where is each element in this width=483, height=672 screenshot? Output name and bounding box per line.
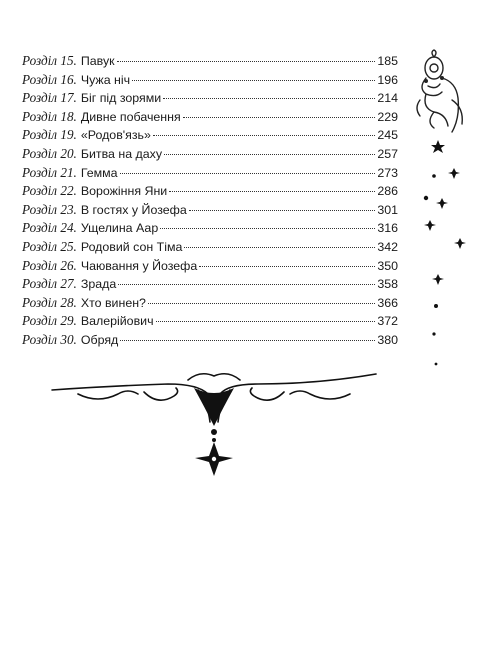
chapter-title: В гостях у Йозефа [80, 202, 187, 217]
chapter-title: Гемма [80, 165, 118, 180]
chapter-label: Розділ 30. [22, 331, 77, 347]
chapter-title: Валерійович [80, 314, 154, 329]
chapter-title: Битва на даху [80, 146, 163, 161]
chapter-label: Розділ 15. [22, 53, 77, 68]
chapter-title: Обряд [80, 332, 119, 347]
dot-leader [163, 98, 375, 99]
chapter-label: Розділ 22. [22, 183, 77, 199]
page-number: 342 [377, 239, 398, 254]
chapter-label: Розділ 18. [22, 108, 77, 124]
chapter-title: «Родов'язь» [80, 128, 151, 143]
chapter-label: Розділ 25. [22, 238, 77, 254]
page-number: 185 [377, 54, 398, 68]
chapter-title: Зрада [80, 277, 117, 292]
dot-leader [118, 284, 375, 285]
toc-entry[interactable] [22, 201, 398, 220]
chapter-title: Ущелина Аар [80, 221, 159, 236]
dot-leader [189, 210, 376, 211]
toc-entry[interactable] [22, 145, 398, 164]
chapter-label: Розділ 23. [22, 201, 77, 217]
toc-entry[interactable] [22, 331, 398, 350]
toc-entry[interactable] [22, 182, 398, 201]
toc-entry[interactable] [22, 164, 398, 183]
toc-entry[interactable] [22, 126, 398, 145]
dot-leader [117, 61, 376, 62]
page-number: 301 [377, 202, 398, 217]
chapter-title: Хто винен? [80, 295, 146, 310]
chapter-label: Розділ 17. [22, 90, 77, 106]
toc-entry[interactable] [22, 52, 398, 71]
page-number: 372 [377, 314, 398, 329]
page-number: 273 [377, 165, 398, 180]
toc-entry[interactable] [22, 257, 398, 276]
chapter-title: Павук [80, 54, 115, 68]
page-number: 196 [377, 72, 398, 87]
dot-leader [120, 173, 376, 174]
chapter-title: Чаювання у Йозефа [80, 258, 198, 273]
page-number: 358 [377, 277, 398, 292]
page-number: 286 [377, 184, 398, 199]
dot-leader [156, 321, 376, 322]
toc-entry[interactable] [22, 294, 398, 313]
vine-and-stars-ornament [412, 48, 472, 378]
dot-leader [153, 135, 375, 136]
dot-leader [160, 228, 375, 229]
chapter-title: Чужа ніч [80, 72, 131, 87]
chapter-title: Ворожіння Яни [80, 184, 168, 199]
toc-entry[interactable] [22, 219, 398, 238]
chapter-label: Розділ 16. [22, 71, 77, 87]
page-number: 257 [377, 146, 398, 161]
page-number: 380 [377, 332, 398, 347]
toc-entry[interactable] [22, 312, 398, 331]
page-number: 350 [377, 258, 398, 273]
chapter-label: Розділ 27. [22, 276, 77, 292]
dot-leader [148, 303, 375, 304]
toc-entry[interactable] [22, 108, 398, 127]
chapter-label: Розділ 24. [22, 220, 77, 236]
chapter-label: Розділ 19. [22, 127, 77, 143]
dot-leader [183, 117, 376, 118]
star-icon [431, 140, 445, 153]
toc-entry[interactable] [22, 71, 398, 90]
scroll-divider-with-star [48, 370, 380, 480]
dot-leader [169, 191, 375, 192]
page-number: 366 [377, 295, 398, 310]
chapter-label: Розділ 20. [22, 145, 77, 161]
page-number: 214 [377, 91, 398, 106]
toc-entry[interactable] [22, 275, 398, 294]
dot-leader [132, 80, 375, 81]
chapter-label: Розділ 28. [22, 294, 77, 310]
page-number: 245 [377, 128, 398, 143]
chapter-label: Розділ 29. [22, 313, 77, 329]
dot-leader [120, 340, 375, 341]
dot-leader [184, 247, 375, 248]
chapter-title: Дивне побачення [80, 109, 181, 124]
chapter-title: Родовий сон Тіма [80, 239, 183, 254]
page-number: 229 [377, 109, 398, 124]
table-of-contents [22, 52, 398, 350]
dot-leader [164, 154, 375, 155]
chapter-title: Біг під зорями [80, 91, 162, 106]
chapter-label: Розділ 21. [22, 164, 77, 180]
page-number: 316 [377, 221, 398, 236]
toc-entry[interactable] [22, 238, 398, 257]
dot-leader [199, 266, 375, 267]
toc-entry[interactable] [22, 89, 398, 108]
chapter-label: Розділ 26. [22, 257, 77, 273]
